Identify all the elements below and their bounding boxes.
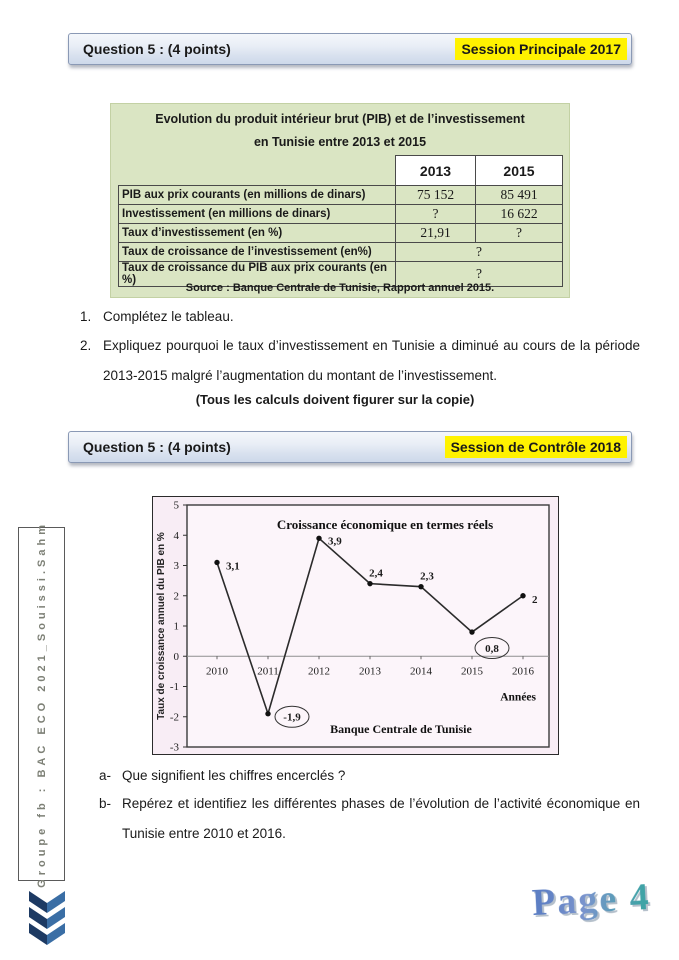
question-item-a — [99, 761, 640, 791]
double-chevron-down-icon — [26, 891, 68, 956]
cell-value: 75 152 — [396, 186, 476, 205]
question-letter: b- — [99, 796, 112, 811]
chart-point-label: -1,9 — [283, 711, 301, 724]
x-tick-label: 2010 — [206, 665, 228, 678]
chart-point-label: 3,1 — [226, 560, 240, 573]
chevron-1 — [29, 891, 65, 913]
empty-header-cell — [119, 156, 396, 186]
table-row — [119, 243, 563, 262]
row-label: Taux de croissance de l’investissement (en%) — [119, 243, 396, 262]
question-title: Question 5 : (4 points) — [83, 439, 231, 455]
x-tick-label: 2013 — [359, 665, 381, 678]
question-title: Question 5 : (4 points) — [83, 41, 231, 57]
question-item-1 — [80, 302, 640, 332]
row-label: Taux de croissance du PIB aux prix courants (en %) — [119, 262, 396, 287]
chart-point — [316, 536, 321, 541]
question-letter: a- — [99, 768, 112, 783]
chart-point — [367, 581, 372, 586]
table-row — [119, 186, 563, 205]
facebook-group-banner — [18, 520, 65, 888]
chart-point-label: 0,8 — [485, 643, 499, 656]
col-header-2013: 2013 — [396, 156, 476, 186]
y-tick-label: 4 — [173, 529, 179, 542]
session-highlight-2018: Session de Contrôle 2018 — [445, 436, 627, 458]
question-number: 1. — [80, 309, 92, 324]
chart-point — [469, 629, 474, 634]
x-tick-label: 2014 — [410, 665, 432, 678]
question-text: Expliquez pourquoi le taux d’investissement en Tunisie a diminué au cours de la période 2013-2015 malgré l’augmentation du montant de l’investissement. — [103, 338, 640, 383]
table-title-line2: en Tunisie entre 2013 et 2015 — [253, 135, 427, 149]
chart-point — [418, 584, 423, 589]
question-text: Repérez et identifiez les différentes phases de l’évolution de l’activité économique en Tunisie entre 2010 et 2016. — [122, 796, 640, 841]
chart-point — [265, 711, 270, 716]
row-label: Taux d’investissement (en %) — [119, 224, 396, 243]
table-header-row — [119, 156, 563, 186]
chart-point-label: 3,9 — [328, 535, 342, 548]
question-item-b — [99, 789, 640, 849]
x-tick-label: 2015 — [461, 665, 483, 678]
chart-plot-area — [187, 505, 549, 747]
question-item-2 — [80, 331, 640, 391]
x-tick-label: 2012 — [308, 665, 330, 678]
chart-point-label: 2,3 — [420, 570, 434, 583]
y-tick-label: 0 — [173, 650, 179, 663]
page-number-label: Page 4 — [531, 875, 653, 925]
y-tick-label: 2 — [173, 590, 179, 603]
table-source-caption: Source : Banque Centrale de Tunisie, Rapport annuel 2015. — [185, 282, 495, 294]
y-tick-label: -1 — [169, 681, 179, 693]
y-tick-label: -3 — [169, 741, 179, 751]
question-text: Que signifient les chiffres encerclés ? — [122, 768, 346, 783]
question5-2017-header-bar — [68, 33, 632, 65]
session-highlight-2017: Session Principale 2017 — [455, 38, 627, 60]
question5-2018-header-bar — [68, 431, 632, 463]
chart-title: Croissance économique en termes réels — [276, 517, 494, 532]
cell-value-span: ? — [396, 243, 563, 262]
y-tick-label: 5 — [173, 499, 179, 512]
pib-table-block — [110, 103, 570, 298]
row-label: Investissement (en millions de dinars) — [119, 205, 396, 224]
table-title-line1: Evolution du produit intérieur brut (PIB) et de l’investissement — [155, 112, 525, 126]
x-tick-label: 2011 — [257, 665, 279, 678]
question-number: 2. — [80, 338, 92, 353]
col-header-2015: 2015 — [476, 156, 563, 186]
chart-point — [214, 560, 219, 565]
growth-line-chart — [153, 497, 555, 751]
chart-caption: Banque Centrale de Tunisie — [330, 722, 472, 736]
cell-value-span: ? — [396, 262, 563, 287]
y-tick-label: 1 — [173, 620, 179, 633]
cell-value: 16 622 — [476, 205, 563, 224]
chart-point-label: 2 — [532, 593, 538, 606]
table-row — [119, 224, 563, 243]
chart-point — [520, 593, 525, 598]
question-text: Complétez le tableau. — [103, 309, 234, 324]
facebook-group-text: Groupe fb : BAC ECO 2021_Souissi.Sahm — [35, 520, 48, 888]
calculations-note: (Tous les calculs doivent figurer sur la copie) — [195, 392, 475, 407]
y-tick-label: -2 — [169, 711, 179, 724]
chart-y-axis-label: Taux de croissance annuel du PIB en % — [156, 532, 167, 720]
row-label: PIB aux prix courants (en millions de dinars) — [119, 186, 396, 205]
cell-value: 85 491 — [476, 186, 563, 205]
chart-point-label: 2,4 — [369, 567, 383, 580]
x-tick-label: 2016 — [512, 665, 534, 678]
growth-chart-figure — [152, 496, 559, 755]
table-row — [119, 205, 563, 224]
cell-value: 21,91 — [396, 224, 476, 243]
cell-value: ? — [396, 205, 476, 224]
chart-x-axis-label: Années — [500, 691, 536, 704]
cell-value: ? — [476, 224, 563, 243]
y-tick-label: 3 — [173, 560, 179, 572]
pib-data-table — [118, 155, 563, 287]
